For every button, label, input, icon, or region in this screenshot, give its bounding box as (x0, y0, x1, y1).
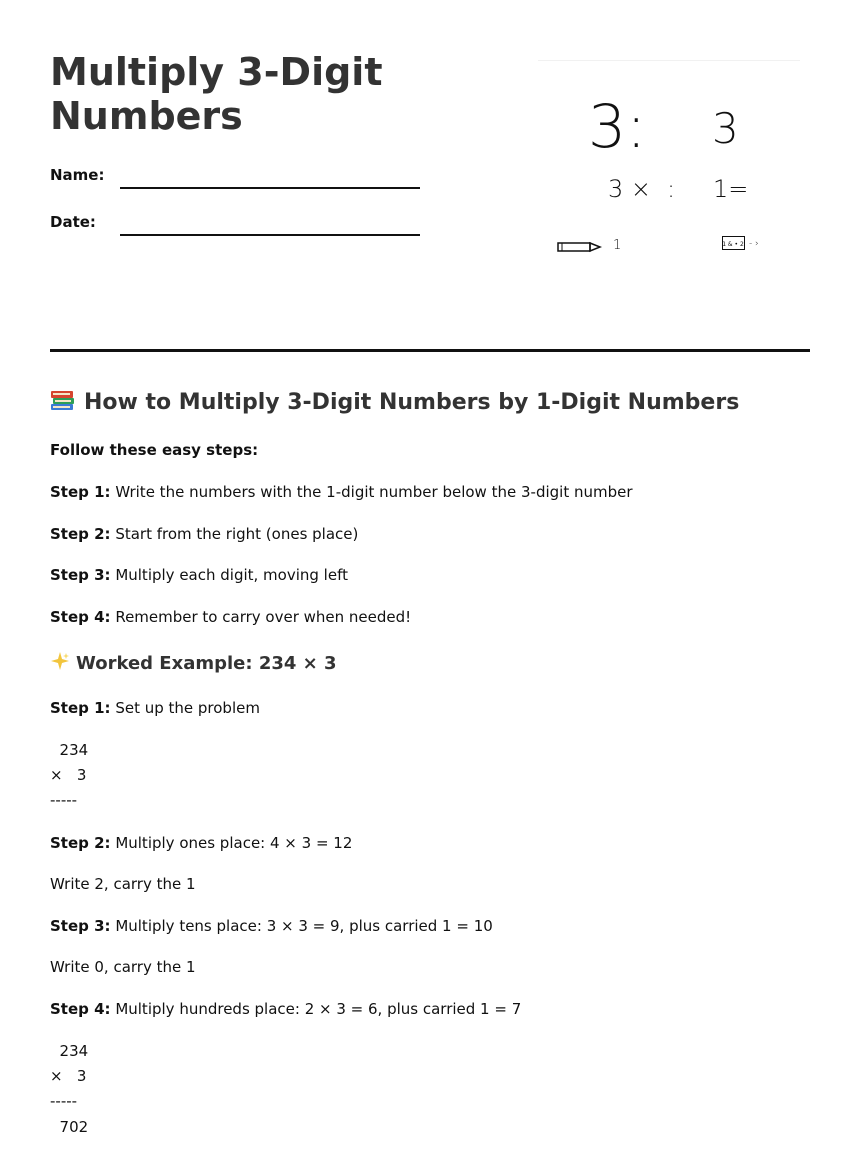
big-three-colon: 3: (588, 92, 647, 162)
example-step-3: Step 3: Multiply tens place: 3 × 3 = 9, plus carried 1 = 10 (50, 917, 493, 935)
name-label: Name: (50, 166, 105, 184)
times-expression: 3 × (608, 175, 652, 203)
section-title (50, 388, 739, 415)
equals-expression: 1= (713, 175, 749, 203)
result-line-3: ----- (50, 1092, 78, 1110)
card-tail: - › (749, 239, 759, 249)
books-icon (50, 388, 76, 412)
section-title-text: How to Multiply 3-Digit Numbers by 1-Digit Numbers (84, 390, 740, 415)
name-field[interactable] (120, 187, 420, 189)
date-label: Date: (50, 213, 96, 231)
date-field[interactable] (120, 234, 420, 236)
example-step-1: Step 1: Set up the problem (50, 699, 260, 717)
big-three: 3 (712, 104, 739, 153)
step-2: Step 2: Start from the right (ones place) (50, 525, 359, 543)
example-step-4: Step 4: Multiply hundreds place: 2 × 3 = 6, plus carried 1 = 7 (50, 1000, 522, 1018)
step-4: Step 4: Remember to carry over when needed! (50, 608, 412, 626)
example-step-2-note: Write 2, carry the 1 (50, 875, 196, 893)
page-title: Multiply 3-Digit Numbers (50, 50, 383, 138)
step-3: Step 3: Multiply each digit, moving left (50, 566, 348, 584)
faint-rule (538, 60, 800, 61)
result-line-2: × 3 (50, 1067, 87, 1085)
colon-mark: : (667, 175, 676, 203)
example-title-text: Worked Example: 234 × 3 (76, 653, 337, 674)
example-step-2: Step 2: Multiply ones place: 4 × 3 = 12 (50, 834, 353, 852)
svg-text:1 & • 2: 1 & • 2 (722, 241, 744, 248)
pencil-icon (557, 240, 603, 254)
setup-line-2: × 3 (50, 766, 87, 784)
card-icon (722, 236, 746, 250)
step-1: Step 1: Write the numbers with the 1-digit number below the 3-digit number (50, 483, 633, 501)
section-divider (50, 349, 810, 352)
setup-line-3: ----- (50, 791, 78, 809)
result-line-4: 702 (50, 1118, 89, 1136)
sparkle-icon (50, 651, 70, 671)
example-title (50, 651, 337, 674)
example-step-3-note: Write 0, carry the 1 (50, 958, 196, 976)
intro-text: Follow these easy steps: (50, 441, 259, 459)
result-line-1: 234 (50, 1042, 89, 1060)
pencil-number: 1 (613, 238, 622, 253)
setup-line-1: 234 (50, 741, 89, 759)
